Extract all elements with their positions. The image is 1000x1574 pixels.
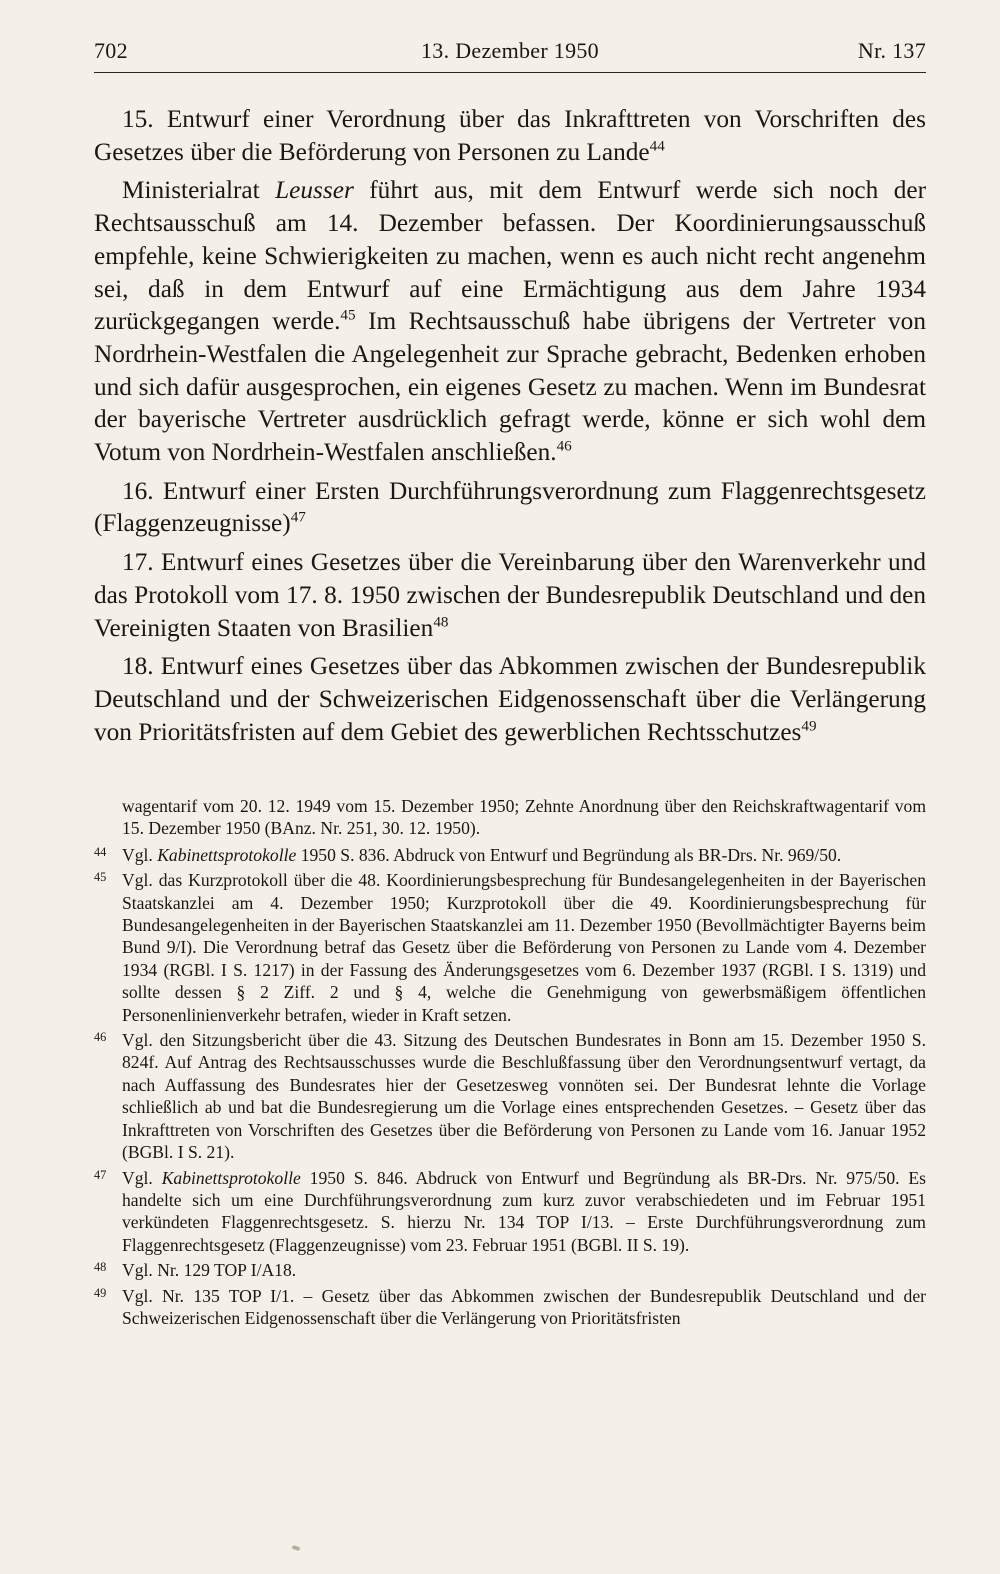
footnote-44: 44 Vgl. Kabinettsprotokolle 1950 S. 836. Abdruck von Entwurf und Begründung als BR-Drs. Nr. 969/50. <box>94 844 842 865</box>
footnote-45: 45 Vgl. das Kurzprotokoll über die 48. Koordinierungsbesprechung für Bundesangelegenheiten in der Bayerischen Staatskanzlei am 4. Dezember 1950; Kurzprotokoll über die 49. Koordinierungsbesprechung für Bundesangelegenheiten in der Bayerischen Staatskanzlei am 11. Dezember 1950 (Bevollmächtigter Bayerns beim Bund 9/I). Die Verordnung betraf das Gesetz über die Beförderung von Personen zu Lande vom 4. Dezember 1934 (RGBl. I S. 1217) in der Fassung des Änderungsgesetzes vom 6. Dezember 1937 (RGBl. I S. 1319) und sollte dessen § 2 Ziff. 2 und § 4, welche die Genehmigung von gewerbsmäßigem öffentlichen Personenlinienverkehr betrafen, wieder in Kraft setzen. <box>94 870 926 1025</box>
footnote-number: 46 <box>94 1030 107 1045</box>
page-number: 702 <box>94 38 128 63</box>
main-text <box>94 103 926 754</box>
issue-number: Nr. 137 <box>857 38 926 63</box>
footnote-number: 45 <box>94 870 107 885</box>
note-ref-46[interactable]: 46 <box>556 437 572 455</box>
footnote-number: 49 <box>94 1285 107 1300</box>
footnotes <box>94 795 926 1332</box>
agenda-item-18: 18. Entwurf eines Gesetzes über das Abkommen zwischen der Bundesrepublik Deutschland und der Schweizerischen Eidgenossenschaft über die Verlängerung von Prioritätsfristen auf dem Gebiet des gewerblichen Rechtsschutzes$^{49}$ <box>94 652 926 746</box>
discussion-paragraph: Ministerialrat Leusser führt aus, mit dem Entwurf werde sich noch der Rechtsausschuß am 14. Dezember befassen. Der Koordinierungsausschuß empfehle, keine Schwierigkeiten zu machen, wenn es auch nicht recht angenehm sei, daß in dem Entwurf auf eine Ermächtigung aus dem Jahre 1934 zurückgegangen werde.$^{45}$ Im Rechtsausschuß habe übrigens der Vertreter von Nordrhein-Westfalen die Angelegenheit zur Sprache gebracht, Bedenken erhoben und sich dafür ausgesprochen, ein eigenes Gesetz zu machen. Wenn im Bundesrat der bayerische Vertreter ausdrücklich gefragt werde, könne er sich wohl dem Votum von Nordrhein-Westfalen anschließen.$^{46}$ <box>94 176 926 467</box>
header-rule <box>94 72 926 73</box>
footnote-49: 49 Vgl. Nr. 135 TOP I/1. – Gesetz über das Abkommen zwischen der Bundesrepublik Deutschland und der Schweizerischen Eidgenossenschaft über die Verlängerung von Prioritätsfristen <box>94 1285 926 1328</box>
footnote-number: 47 <box>94 1167 107 1182</box>
footnote-continued: wagentarif vom 20. 12. 1949 vom 15. Dezember 1950; Zehnte Anordnung über den Reichskraftwagentarif vom 15. Dezember 1950 (BAnz. Nr. 251, 30. 12. 1950). <box>122 796 926 839</box>
agenda-item-16: 16. Entwurf einer Ersten Durchführungsverordnung zum Flaggenrechtsgesetz (Flaggenzeugnisse)$^{47}$ <box>94 476 926 538</box>
footnote-48: 48 Vgl. Nr. 129 TOP I/A18. <box>94 1260 297 1281</box>
note-ref-47[interactable]: 47 <box>290 509 306 527</box>
speaker-name: Leusser <box>275 176 354 205</box>
note-ref-44[interactable]: 44 <box>649 137 665 155</box>
header-date: 13. Dezember 1950 <box>421 38 599 63</box>
agenda-item-17: 17. Entwurf eines Gesetzes über die Vereinbarung über den Warenverkehr und das Protokoll vom 17. 8. 1950 zwischen der Bundesrepublik Deutschland und den Vereinigten Staaten von Brasilien$^{48}$ <box>94 548 926 642</box>
agenda-item-15: 15. Entwurf einer Verordnung über das Inkrafttreten von Vorschriften des Gesetzes über die Beförderung von Personen zu Lande$^{44}$ <box>94 105 926 166</box>
note-ref-45[interactable]: 45 <box>340 306 356 324</box>
footnote-number: 44 <box>94 844 107 859</box>
note-ref-49[interactable]: 49 <box>801 717 817 735</box>
footnote-47: 47 Vgl. Kabinettsprotokolle 1950 S. 846. Abdruck von Entwurf und Begründung als BR-Drs. Nr. 975/50. Es handelte sich um eine Durchführungsverordnung zum kurz zuvor verabschiedeten und im Februar 1951 verkündeten Flaggenrechtsgesetz. S. hierzu Nr. 134 TOP I/13. – Erste Durchführungsverordnung zum Flaggenrechtsgesetz (Flaggenzeugnisse) vom 23. Februar 1951 (BGBl. II S. 19). <box>94 1167 927 1255</box>
footnote-number: 48 <box>94 1260 107 1275</box>
note-ref-48[interactable]: 48 <box>433 613 449 631</box>
footnote-46: 46 Vgl. den Sitzungsbericht über die 43. Sitzung des Deutschen Bundesrates in Bonn am 15. Dezember 1950 S. 824f. Auf Antrag des Rechtsausschusses wurde die Beschlußfassung über den Verordnungsentwurf vertagt, da nach Auffassung des Bundesrates hier der Gesetzesweg vonnöten sei. Der Bundesrat lehnte die Vorlage schließlich ab und bat die Bundesregierung um die Vorlage eines entsprechenden Gesetzes. – Gesetz über das Inkrafttreten von Vorschriften des Gesetzes über die Beförderung von Personen zu Lande vom 16. Januar 1952 (BGBl. I S. 21). <box>94 1030 926 1163</box>
paper-speck <box>292 1545 301 1551</box>
running-header <box>94 38 926 70</box>
